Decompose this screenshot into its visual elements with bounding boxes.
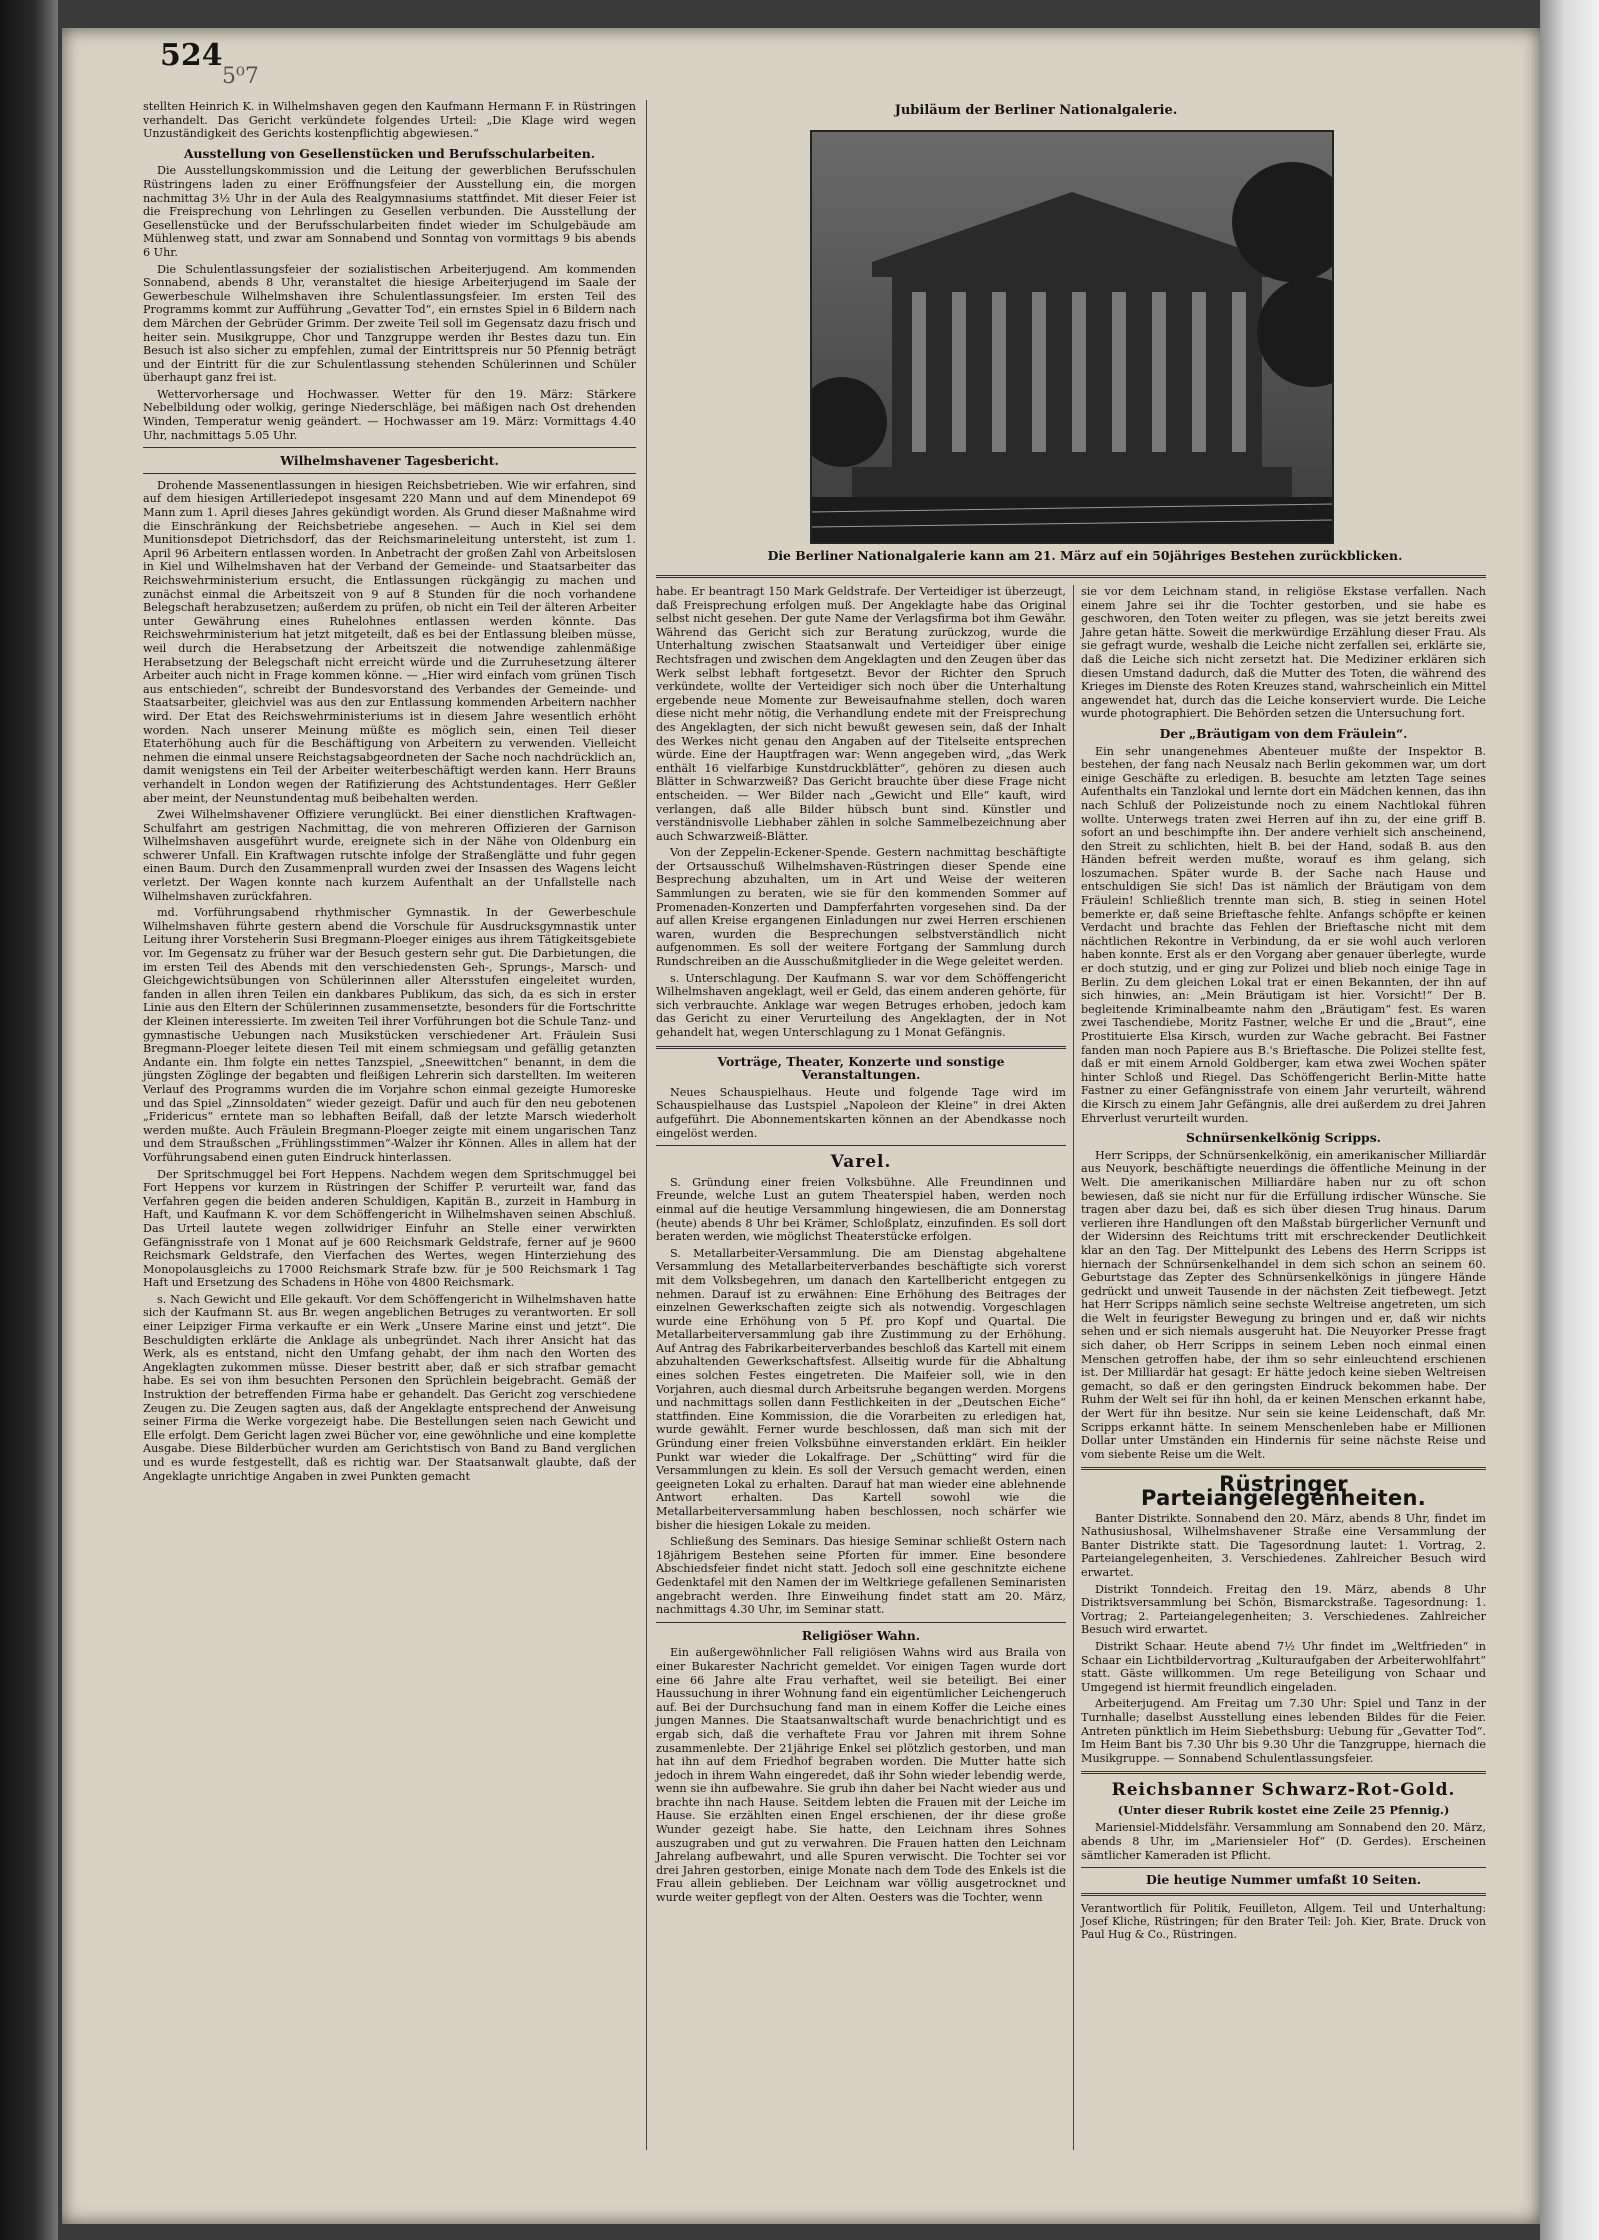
article-text: Arbeiterjugend. Am Freitag um 7.30 Uhr: Spiel und Tanz in der Turnhalle; daselbst Ausstellung eines lebenden Bildes für die Feier. Antreten pünktlich im Heim Siebethsburg: Uebung für „Gevatter Tod“. Im Heim Bant bis 7.30 Uhr bis 9.30 Uhr die Tanzgruppe, hiernach die Musikgruppe. — Sonnabend Schulentlassungsfeier.	[1081, 1697, 1486, 1765]
article-text: Mariensiel-Middelsfähr. Versammlung am Sonnabend den 20. März, abends 8 Uhr, im „Mariensieler Hof“ (D. Gerdes). Erscheinen sämtlicher Kameraden ist Pflicht.	[1081, 1821, 1486, 1862]
page-count-notice: Die heutige Nummer umfaßt 10 Seiten.	[1145, 1872, 1422, 1888]
headline: Der „Bräutigam von dem Fräulein“.	[1159, 725, 1408, 741]
section-heading: Rüstringer Parteiangelegenheiten.	[1140, 1472, 1427, 1510]
divider	[656, 1046, 1066, 1049]
article-text: sie vor dem Leichnam stand, in religiöse Ekstase verfallen. Nach einem Jahre sei ihr die Tochter gestorben, und sie habe es geschworen, den Toten weiter zu pflegen, was sie jetzt bereits zwei Jahre getan hätte. Soweit die merkwürdige Erzählung dieser Frau. Als sie gefragt wurde, weshalb die Leiche nicht zerfallen sei, erklärte sie, daß die Leiche sich nicht zersetzt hat. Die Mediziner erklären sich diesen Umstand dadurch, daß die Mutter des Toten, die während des Krieges im Dienste des Roten Kreuzes stand, wahrscheinlich ein Mittel angewendet hat, durch das die Leiche konserviert wurde. Die Leiche wurde photographiert. Die Behörden setzen die Untersuchung fort.	[1081, 585, 1486, 721]
column-2	[656, 585, 1066, 1908]
building-illustration	[812, 132, 1332, 542]
article-text: stellten Heinrich K. in Wilhelmshaven gegen den Kaufmann Hermann F. in Rüstringen verhandelt. Das Gericht verkündete folgendes Urteil: „Die Klage wird wegen Unzuständigkeit des Gerichts kostenpflichtig abgewiesen.“	[143, 100, 636, 141]
divider	[1081, 1467, 1486, 1470]
divider	[143, 447, 636, 448]
pencil-note: 5⁰7	[222, 64, 259, 89]
photo-nationalgalerie	[810, 130, 1334, 544]
article-text: Die Ausstellungskommission und die Leitung der gewerblichen Berufsschulen Rüstringens laden zu einer Eröffnungsfeier der Ausstellung ein, die morgen nachmittag 3½ Uhr in der Aula des Realgymnasiums stattfindet. Mit dieser Feier ist die Freisprechung von Lehrlingen zu Gesellen verbunden. Die Ausstellung der Gesellenstücke und der Berufsschularbeiten findet wieder im Schulgebäude am Mühlenweg statt, und zwar am Sonnabend und Sonntag von vormittags 9 bis abends 6 Uhr.	[143, 164, 636, 259]
article-text: Banter Distrikte. Sonnabend den 20. März, abends 8 Uhr, findet im Nathusiushosal, Wilhelmshavener Straße eine Versammlung der Banter Distrikte statt. Die Tagesordnung lautet: 1. Vortrag, 2. Parteiangelegenheiten, 3. Verschiedenes. Zahlreicher Besuch wird erwartet.	[1081, 1511, 1486, 1579]
article-text: Zwei Wilhelmshavener Offiziere verunglückt. Bei einer dienstlichen Kraftwagen-Schulfahrt am gestrigen Nachmittag, die von mehreren Offizieren der Garnison Wilhelmshaven ausgeführt wurde, ereignete sich in der Nähe von Oldenburg ein schwerer Unfall. Ein Kraftwagen rutschte infolge der Straßenglätte und fuhr gegen einen Baum. Durch den Zusammenprall wurden zwei der Insassen des Wagens leicht verletzt. Der Wagen konnte nach kurzem Aufenthalt an der Unfallstelle nach Wilhelmshaven zurückfahren.	[143, 808, 636, 903]
article-text: Neues Schauspielhaus. Heute und folgende Tage wird im Schauspielhause das Lustspiel „Napoleon der Kleine“ in drei Akten aufgeführt. Die Abonnementskarten können an der Abendkasse noch eingelöst werden.	[656, 1085, 1066, 1140]
article-text: Distrikt Schaar. Heute abend 7½ Uhr findet im „Weltfrieden“ in Schaar ein Lichtbildervortrag „Kulturaufgaben der Arbeiterwohlfahrt“ statt. Gäste willkommen. Um rege Beteiligung von Schaar und Umgegend ist hiermit freundlich eingeladen.	[1081, 1639, 1486, 1694]
facing-page-edge	[1540, 0, 1599, 2240]
divider	[656, 1622, 1066, 1623]
article-text: md. Vorführungsabend rhythmischer Gymnastik. In der Gewerbeschule Wilhelmshaven führte gestern abend die Vorschule für Ausdrucksgymnastik unter Leitung ihrer Vorsteherin Susi Bregmann-Ploeger einiges aus ihrem Tätigkeitsgebiete vor. Im Gegensatz zu früher war der Besuch gestern sehr gut. Die Darbietungen, die im ersten Teil des Abends mit den verschiedensten Geh-, Sprungs-, Marsch- und Gleichgewichtsübungen von Schülerinnen aller Altersstufen eingeleitet wurden, fanden in allen ihren Teilen ein dankbares Publikum, das sich, da es sich in erster Linie aus den Eltern der Schülerinnen zusammensetzte, besonders für die Fortschritte der Kleinen interessierte. Im zweiten Teil ihrer Vorführungen bot die Schule Tanz- und gymnastische Uebungen nach Musikstücken verschiedener Art. Fräulein Susi Bregmann-Ploeger leitete diesen Teil mit einem schmiegsam und gefällig getanzten Andante ein. Ihm folgte ein nettes Tanzspiel, „Sneewittchen“ benannt, in dem die jüngsten Zöglinge der begabten und fleißigen Lehrerin sich darstellten. Im weiteren Verlauf des Programms wurden die im Vorjahre schon einmal gezeigte Humoreske und das Spiel „Zinnsoldaten“ wieder gezeigt. Dafür und auch für den neu gebotenen „Fridericus“ erntete man so lebhaften Beifall, daß der letzte Marsch wiederholt werden mußte. Auch Fräulein Bregmann-Ploeger zeigte mit einem ungarischen Tanz und dem Straußschen „Frühlingsstimmen“-Walzer ihr Können. Alles in allem hat der Vorführungsabend einen guten Eindruck hinterlassen.	[143, 906, 636, 1164]
imprint: Verantwortlich für Politik, Feuilleton, Allgem. Teil und Unterhaltung: Josef Kliche, Rüstringen; für den Brater Teil: Joh. Kier, Brate. Druck von Paul Hug & Co., Rüstringen.	[1081, 1901, 1486, 1941]
article-text: Die Schulentlassungsfeier der sozialistischen Arbeiterjugend. Am kommenden Sonnabend, abends 8 Uhr, veranstaltet die hiesige Arbeiterjugend im Saale der Gewerbeschule Wilhelmshaven ihre Schulentlassungsfeier. Im ersten Teil des Programms kommt zur Aufführung „Gevatter Tod“, ein ernstes Spiel in 6 Bildern nach dem Märchen der Gebrüder Grimm. Der zweite Teil soll im Gegensatz dazu frisch und heiter sein. Musikgruppe, Chor und Tanzgruppe werden ihr Bestes dazu tun. Ein Besuch ist also sicher zu empfehlen, zumal der Eintrittspreis nur 50 Pfennig beträgt und der Eintritt für die zur Schulentlassung stehenden Schülerinnen und Schüler überhaupt ganz frei ist.	[143, 262, 636, 385]
divider	[1081, 1867, 1486, 1868]
column-3	[1081, 585, 1486, 1941]
article-text: Distrikt Tonndeich. Freitag den 19. März, abends 8 Uhr Distriktsversammlung bei Schön, Bismarckstraße. Tagesordnung: 1. Vortrag; 2. Parteiangelegenheiten; 3. Verschiedenes. Zahlreicher Besuch wird erwartet.	[1081, 1582, 1486, 1637]
divider	[656, 575, 1486, 578]
book-binding	[0, 0, 58, 2240]
article-text: Von der Zeppelin-Eckener-Spende. Gestern nachmittag beschäftigte der Ortsausschuß Wilhelmshaven-Rüstringen dieser Spende eine Besprechung abzuhalten, um in Art und Weise der weiteren Sammlungen zu beraten, wie sie für den kommenden Sommer auf Promenaden-Konzerten und Dampferfahrten vorgesehen sind. Da der auf allen Kreise ergangenen Einladungen nur zwei Herren erschienen waren, wurden die Besprechungen selbstverständlich nicht aufgenommen. Es soll der weitere Fortgang der Sammlung durch Rundschreiben an die Ausschußmitglieder in die Wege geleitet werden.	[656, 846, 1066, 969]
divider	[1081, 1893, 1486, 1896]
section-subheading: (Unter dieser Rubrik kostet eine Zeile 25 Pfennig.)	[1117, 1802, 1450, 1817]
divider	[656, 1145, 1066, 1146]
article-text: Wettervorhersage und Hochwasser. Wetter für den 19. März: Stärkere Nebelbildung oder wolkig, geringe Niederschläge, bei mäßigen nach Ost drehenden Winden, Temperatur wenig geändert. — Hochwasser am 19. März: Vormittags 4.40 Uhr, nachmittags 5.05 Uhr.	[143, 387, 636, 442]
image-caption: Die Berliner Nationalgalerie kann am 21. März auf ein 50jähriges Bestehen zurückblicken.	[767, 548, 1403, 563]
headline: Schnürsenkelkönig Scripps.	[1186, 1130, 1381, 1146]
section-heading: Vorträge, Theater, Konzerte und sonstige Veranstaltungen.	[717, 1053, 1005, 1083]
article-text: habe. Er beantragt 150 Mark Geldstrafe. Der Verteidiger ist überzeugt, daß Freisprechung erfolgen muß. Der Angeklagte habe das Original selbst nicht gesehen. Der gute Name der Verlagsfirma bot ihm Gewähr. Während das Gericht sich zur Beratung zurückzog, wurde die Unterhaltung zwischen Staatsanwalt und Verteidiger über einige Rechtsfragen und zwischen dem Angeklagten und den Zeugen über das Werk selbst lebhaft fortgesetzt. Bevor der Richter den Spruch verkündete, wollte der Verteidiger sich noch über die Unterhaltung ergebende neue Momente zur Beweisaufnahme stellen, doch waren diese nicht mehr nötig, die Verhandlung endete mit der Freisprechung des Angeklagten, der sich nicht bewußt gewesen sein, daß der Inhalt des Werkes nicht genau den Angaben auf der Titelseite entsprechen würde. Eine der Hauptfragen war: Wenn angegeben wird, „das Werk enthält 16 vielfarbige Kunstdruckblätter“, gehören zu diesen auch Blätter in Schwarzweiß? Das Gericht brauchte über diese Frage nicht entscheiden. — Wer Bilder nach „Gewicht und Elle“ kauft, wird verlangen, daß alle Bilder hübsch bunt sind. Künstler und verständnisvolle Liebhaber zählen in solche Sammelbezeichnung aber auch Schwarzweiß-Blätter.	[656, 585, 1066, 843]
headline: Religiöser Wahn.	[801, 1627, 921, 1643]
article-text: s. Nach Gewicht und Elle gekauft. Vor dem Schöffengericht in Wilhelmshaven hatte sich der Kaufmann St. aus Br. wegen angeblichen Betruges zu verantworten. Er soll einer Leipziger Firma verkaufte er ein Werk „Unsere Marine einst und jetzt“. Die Beschuldigten erklärte die Anklage als unbegründet. Nach ihrer Ansicht hat das Werk, als es entstand, nicht den Umfang gehabt, der ihm nach den Worten des Angeklagten zukommen müsse. Dieser bestritt aber, daß er sich strafbar gemacht habe. Es sei von ihm besuchten Personen den Sprüchlein beigebracht. Gemäß der Instruktion der betreffenden Firma habe er gehandelt. Das Gericht zog verschiedene Zeugen zu. Die Zeugen sagten aus, daß der Angeklagte entsprechend der Anweisung seiner Firma die Werke vorgezeigt habe. Die Bestellungen seien nach Gewicht und Elle erfolgt. Dem Gericht lagen zwei Bücher vor, eine gewöhnliche und eine komplette Ausgabe. Diese Bilderbücher wurden am Gerichtstisch von Band zu Band verglichen und es wurde festgestellt, daß es richtig war. Der Staatsanwalt glaubte, daß der Angeklagte unrichtige Angaben in zwei Punkten gemacht	[143, 1292, 636, 1483]
article-text: S. Metallarbeiter-Versammlung. Die am Dienstag abgehaltene Versammlung des Metallarbeiterverbandes beschäftigte sich vorerst mit dem Volksbegehren, um danach den Kartellbericht entgegen zu nehmen. Darauf ist zu erwähnen: Eine Erhöhung des Beitrages der einzelnen Gewerkschaften zeigte sich als notwendig. Vorgeschlagen wurde eine Erhöhung von 5 Pf. pro Kopf und Quartal. Die Metallarbeiterversammlung gab ihre Zustimmung zu der Erhöhung. Auf Antrag des Fabrikarbeiterverbandes beschloß das Kartell mit einem abzuhaltenden Gewerkschaftsfest. Allseitig wurde für die Abhaltung eines solchen Festes eingetreten. Die Maifeier soll, wie in den Vorjahren, auch diesmal durch Arbeitsruhe begangen werden. Morgens und nachmittags sollen dann Festlichkeiten in der „Deutschen Eiche“ stattfinden. Eine Kommission, die die Vorarbeiten zu erledigen hat, wurde gewählt. Ferner wurde beschlossen, daß man sich mit der Gründung einer freien Volksbühne einverstanden erklärt. Ein heikler Punkt war wieder die Lokalfrage. Der „Schütting“ wird für die Versammlungen zu klein. Es soll der Versuch gemacht werden, einen geeigneten Lokal zu erhalten. Darauf hat man wieder eine ablehnende Antwort erhalten. Das Kartell sowohl wie die Metallarbeiterversammlung haben beschlossen, noch schärfer wie bisher die hiesigen Lokale zu meiden.	[656, 1246, 1066, 1532]
article-text: Der Spritschmuggel bei Fort Heppens. Nachdem wegen dem Spritschmuggel bei Fort Heppens vor kurzem in Rüstringen der Schiffer P. verurteilt war, fand das Verfahren gegen die beiden anderen Schuldigen, Kapitän B., zurzeit in Hamburg in Haft, und Kaufmann K. vor dem Schöffengericht in Wilhelmshaven seinen Abschluß. Das Urteil lautete wegen zollwidriger Einfuhr an Stelle einer verwirkten Gefängnisstrafe von 1 Monat auf je 600 Reichsmark Geldstrafe, ferner auf je 9600 Reichsmark Geldstrafe, den Vierfachen des Wertes, wegen Hinterziehung des Monopolausgleichs zu 17000 Reichsmark Strafe bzw. für je 500 Reichsmark 1 Tag Haft und Ersetzung des Schadens in Höhe von 4800 Reichsmark.	[143, 1167, 636, 1290]
divider	[143, 473, 636, 474]
article-text: s. Unterschlagung. Der Kaufmann S. war vor dem Schöffengericht Wilhelmshaven angeklagt, weil er Geld, das einem anderen gehörte, für sich verbrauchte. Anklage war wegen Betruges erhoben, jedoch kam das Gericht zu einer Verurteilung des Angeklagten, der in Not gehandelt hat, wegen Unterschlagung zu 1 Monat Gefängnis.	[656, 971, 1066, 1039]
article-text: Ein außergewöhnlicher Fall religiösen Wahns wird aus Braila von einer Bukarester Nachricht gemeldet. Vor einigen Tagen wurde dort eine 66 Jahre alte Frau verhaftet, weil sie beteiligt. Bei einer Haussuchung in ihrer Wohnung fand ein eigentümlicher Leichengeruch auf. Bei der Durchsuchung fand man in einem Koffer die Leiche eines jungen Mannes. Die Staatsanwaltschaft wurde benachrichtigt und es ergab sich, daß die verhaftete Frau vor Jahren mit ihrem Sohne zusammenlebte. Der 21jährige Enkel sei plötzlich gestorben, und man hat ihn auf dem Friedhof begraben worden. Die Mutter hatte sich jedoch in ihrem Wahn eingeredet, daß ihr Sohn wieder lebendig werde, wenn sie ihn aufbewahre. Sie grub ihn daher bei Nacht wieder aus und brachte ihn nach Hause. Seitdem lebten die Frauen mit der Leiche im Hause. Sie erzählten einen Engel erschienen, der ihr diese große Wunder gezeigt habe. Sie hatte, den Leichnam ihres Sohnes auszugraben und gut zu verwahren. Die Frauen hatten den Leichnam Jahrelang aufbewahrt, und alle Spuren verwischt. Die Tochter sei vor drei Jahren gestorben, einige Monate nach dem Tode des Enkels ist die Frau allein geblieben. Der Leichnam war völlig ausgetrocknet und wurde weiter gepflegt von der Alten. Oesters was die Tochter, wenn	[656, 1646, 1066, 1905]
article-text: S. Gründung einer freien Volksbühne. Alle Freundinnen und Freunde, welche Lust an gutem Theaterspiel haben, werden noch einmal auf die heutige Versammlung hingewiesen, die am Donnerstag (heute) abends 8 Uhr bei Krämer, Schloßplatz, einzufinden. Es soll dort beraten werden, wie möglichst Theaterstücke erfolgen.	[656, 1175, 1066, 1244]
article-text: Drohende Massenentlassungen in hiesigen Reichsbetrieben. Wie wir erfahren, sind auf dem hiesigen Artilleriedepot insgesamt 220 Mann und auf dem Minendepot 69 Mann zum 1. April dieses Jahres gekündigt worden. Als Grund dieser Maßnahme wird die Einschränkung der Reichsbetriebe angesehen. — Auch in Kiel sei dem Munitionsdepot Dietrichsdorf, das der Reichsmarineleitung untersteht, ist zum 1. April 96 Arbeitern entlassen worden. In Anbetracht der großen Zahl von Arbeitslosen in Kiel und Wilhelmshaven hat der Verband der Gemeinde- und Staatsarbeiter das Reichswehrministerium ersucht, die Entlassungen rückgängig zu machen und zunächst einmal die Arbeitszeit von 9 auf 8 Stunden für die noch vorhandene Belegschaft herabzusetzen; außerdem zu prüfen, ob nicht ein Teil der älteren Arbeiter unter Gewährung eines Ruhelohnes entlassen werden könnte. Das Reichswehrministerium hat jetzt mitgeteilt, daß es bei der Entlassung bleiben müsse, weil durch die Herabsetzung der Arbeitszeit die notwendige zahlenmäßige Herabsetzung der Belegschaft nicht erreicht würde und die Zurruhesetzung älterer Arbeiter auch nicht in Frage kommen könne. — „Hier wird einfach vom grünen Tisch aus entschieden“, schreibt der Bundesvorstand des Verbandes der Gemeinde- und Staatsarbeiter, gleichviel was aus den zur Entlassung kommenden Arbeitern nachher wird. Der Etat des Reichswehrministeriums ist in diesem Jahre wesentlich erhöht worden. Nach unserer Meinung müßte es möglich sein, einen Teil dieser Etaterhöhung auch für die Beschäftigung von Arbeitern zu verwenden. Vielleicht nehmen die einmal unsere Reichstagsabgeordneten der Sache noch nachdrücklich an, damit wenigstens ein Teil der Arbeiter weiterbeschäftigt werden kann. Herr Brauns verhandelt in London wegen der Ratifizierung des Achtstundentages. Herr Geßler aber meint, der Neunstundentag muß beibehalten werden.	[143, 478, 636, 805]
column-1	[143, 100, 636, 1486]
divider	[1081, 1771, 1486, 1774]
article-text: Ein sehr unangenehmes Abenteuer mußte der Inspektor B. bestehen, der fang nach Neusalz nach Berlin gekommen war, um dort einige Geschäfte zu erledigen. B. besuchte am letzten Tage seines Aufenthalts ein Tanzlokal und lernte dort ein Mädchen kennen, das ihn nach Schluß der Polizeistunde noch zu einem Nachtlokal führen wollte. Unterwegs traten zwei Herren auf ihn zu, der eine griff B. sofort an und beschimpfte ihn. Der andere verhielt sich anscheinend, den Streit zu schlichten, hielt B. bei der Hand, sodaß B. aus den Händen befreit werden mußte, worauf es ihm gelang, sich loszumachen. Später wurde B. der Sache nach Hause und entschuldigen Sie sich! Das ist nämlich der Bräutigam von dem Fräulein! Schließlich trennte man sich, B. stieg in seinen Hotel bemerkte er, daß seine Brieftasche fehlte. Anfangs schöpfte er keinen Verdacht und brachte das Fehlen der Brieftasche nicht mit dem nächtlichen Rekontre in Verbindung, da er sie wohl auch verloren haben konnte. Erst als er den Vorgang aber genauer überlegte, wurde er doch stutzig, und er ging zur Polizei und blieb noch einige Tage in Berlin. Zu dem gleichen Lokal trat er einen Bekannten, der ihn auf sich hinwies, an: „Mein Bräutigam ist hier. Vorsicht!“ Der B. begleitende Kriminalbeamte nahm den „Bräutigam“ fest. Es waren zwei Taschendiebe, Moritz Fastner, welche Er und die „Braut“, eine Prostituierte Elsa Kirsch, wurden zur Wache gebracht. Bei Fastner fanden man noch Papiere aus B.'s Brieftasche. Die Polizei stellte fest, daß er mit einem Arnold Goldberger, kam etwa zwei Wochen später hinter Schloß und Riegel. Das Schöffengericht Berlin-Mitte hatte Fastner zu einer Gefängnisstrafe von einem Jahr verurteilt, während die Kirsch zu einem Jahr Gefängnis, alle drei außerdem zu drei Jahren Ehrverlust verurteilt wurden.	[1081, 744, 1486, 1125]
image-title: Jubiläum der Berliner Nationalgalerie.	[894, 103, 1178, 118]
section-heading: Wilhelmshavener Tagesbericht.	[280, 453, 499, 469]
article-text: Herr Scripps, der Schnürsenkelkönig, ein amerikanischer Milliardär aus Neuyork, beschäftigte neuerdings die öffentliche Meinung in der Welt. Die amerikanischen Milliardäre haben nur zu oft schon bewiesen, daß sie nicht nur für die Erfüllung irdischer Wünsche. Sie tragen aber dazu bei, daß es sich über diesen Trug hinaus. Darum verlieren ihre Handlungen oft den Maßstab bürgerlicher Vernunft und der Widersinn des Reichtums tritt mit erschreckender Deutlichkeit klar an den Tag. Der Mittelpunkt des Lebens des Herrn Scripps ist hiernach der Schnürsenkelhandel in dem sich schon an seinem 60. Geburtstage das Zepter des Schnürsenkelkönigs in jüngere Hände gedrückt und unweit Tausende in der nächsten Zeit tiefbewegt. Jetzt hat Herr Scripps nämlich seine sechste Weltreise angetreten, um sich die Welt in feurigster Bewegung zu bringen und er, daß wir nichts sehen und er sich niemals ausgeruht hat. Die Neuyorker Presse fragt sich daher, ob Herr Scripps in seinem Leben noch einmal einen Menschen getroffen habe, der ihm so sehr einleuchtend erschienen ist. Der Milliardär hat gesagt: Er hätte jedoch keine sieben Weltreisen gemacht, so daß er den geringsten Eindruck bekommen habe. Der Ruhm der Welt sei für ihn hohl, da er keinen Menschen erkannt habe, der Wert für ihn besitze. Nur sein sie keine Leidenschaft, daß Mr. Scripps erkannt hätte. In seinem Menschenleben habe er Millionen Dollar unter Umständen ein Hindernis für seine nächste Reise und vom siebente Reise um die Welt.	[1081, 1148, 1486, 1461]
page-number: 524	[160, 38, 223, 73]
article-text: Schließung des Seminars. Das hiesige Seminar schließt Ostern nach 18jährigem Bestehen seine Pforten für immer. Eine besondere Abschiedsfeier findet nicht statt. Jedoch soll eine geschnitzte eichene Gedenktafel mit den Namen der im Weltkriege gefallenen Seminaristen angebracht werden. Ihre Einweihung findet statt am 20. März, nachmittags 4.30 Uhr, im Seminar statt.	[656, 1535, 1066, 1617]
column-rule	[646, 100, 647, 2150]
section-heading: Varel.	[830, 1152, 892, 1173]
section-heading: Reichsbanner Schwarz-Rot-Gold.	[1111, 1780, 1456, 1801]
headline: Ausstellung von Gesellenstücken und Berufsschularbeiten.	[183, 145, 596, 161]
column-rule	[1073, 585, 1074, 2150]
